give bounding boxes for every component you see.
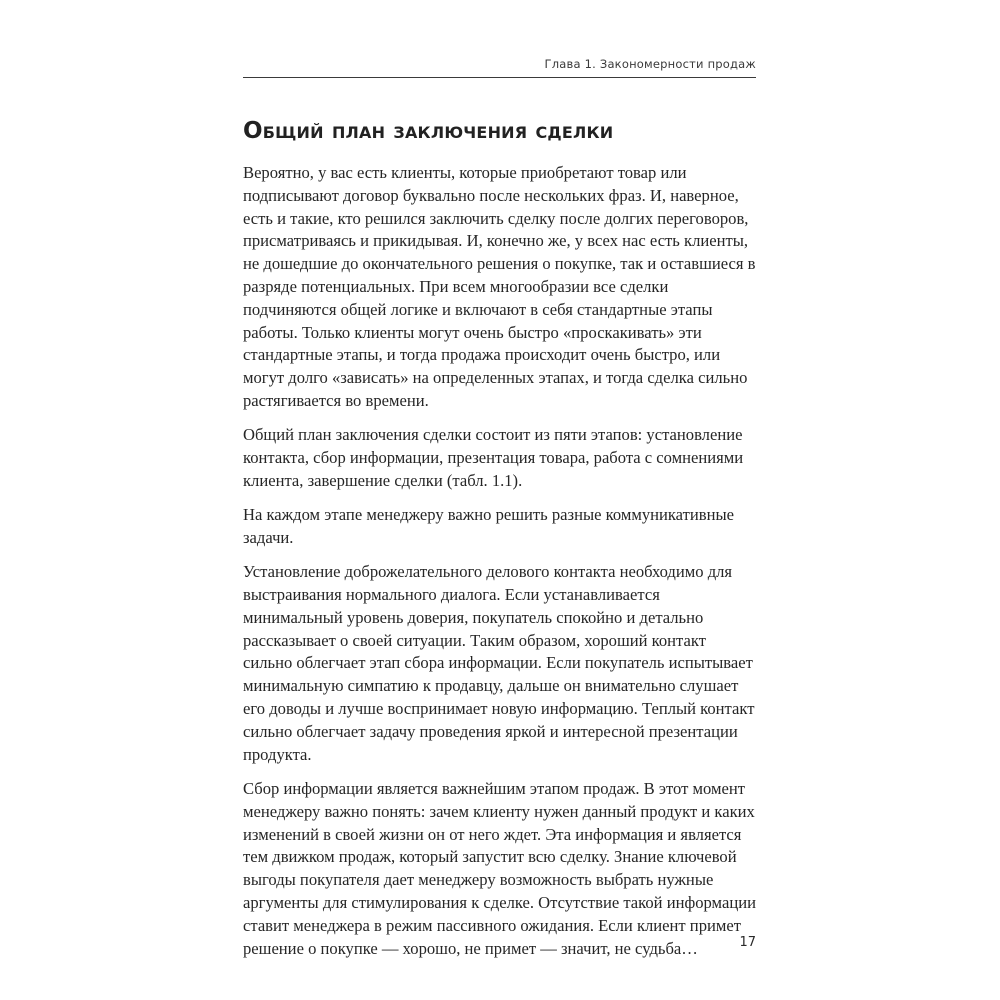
paragraph: Сбор информации является важнейшим этапом продаж. В этот момент менеджеру важно понять: зачем клиенту нужен данный продукт и каких изменений в своей жизни он от него ждет. Эта информация и является тем движком продаж, который запустит всю сделку. Знание ключевой выгоды покупателя дает менеджеру возможность выбрать нужные аргументы для стимулирования к сделке. Отсутствие такой информации ставит менеджера в режим пассивного ожидания. Если клиент примет решение о покупке — хорошо, не примет — значит, не судьба… bbox=[243, 778, 756, 958]
section-title: Общий план заключения сделки bbox=[243, 118, 614, 144]
paragraph: На каждом этапе менеджеру важно решить разные коммуникативные задачи. bbox=[243, 505, 734, 547]
paragraph: Установление доброжелательного делового контакта необходимо для выстраивания нормального диалога. Если устанавливается минимальный уровень доверия, покупатель спокойно и детально рассказывает о своей ситуации. Таким образом, хороший контакт сильно облегчает этап сбора информации. Если покупатель испытывает минимальную симпатию к продавцу, дальше он внимательно слушает его доводы и лучше воспринимает новую информацию. Теплый контакт сильно облегчает задачу проведения яркой и интересной презентации продукта. bbox=[243, 562, 755, 764]
running-header: Глава 1. Закономерности продаж bbox=[243, 57, 756, 78]
paragraph: Общий план заключения сделки состоит из пяти этапов: установление контакта, сбор информации, презентация товара, работа с сомнениями клиента, завершение сделки (табл. 1.1). bbox=[243, 425, 744, 490]
page-number: 17 bbox=[739, 935, 756, 950]
paragraph: Вероятно, у вас есть клиенты, которые приобретают товар или подписывают договор буквально после нескольких фраз. И, наверное, есть и такие, кто решился заключить сделку после долгих переговоров, присматриваясь и прикидывая. И, конечно же, у всех нас есть клиенты, не дошедшие до окончательного решения о покупке, так и оставшиеся в разряде потенциальных. При всем многообразии все сделки подчиняются общей логике и включают в себя стандартные этапы работы. Только клиенты могут очень быстро «проскакивать» эти стандартные этапы, и тогда продажа происходит очень быстро, или могут долго «зависать» на определенных этапах, и тогда сделка сильно растягивается во времени. bbox=[243, 163, 756, 410]
body-text bbox=[243, 162, 756, 972]
